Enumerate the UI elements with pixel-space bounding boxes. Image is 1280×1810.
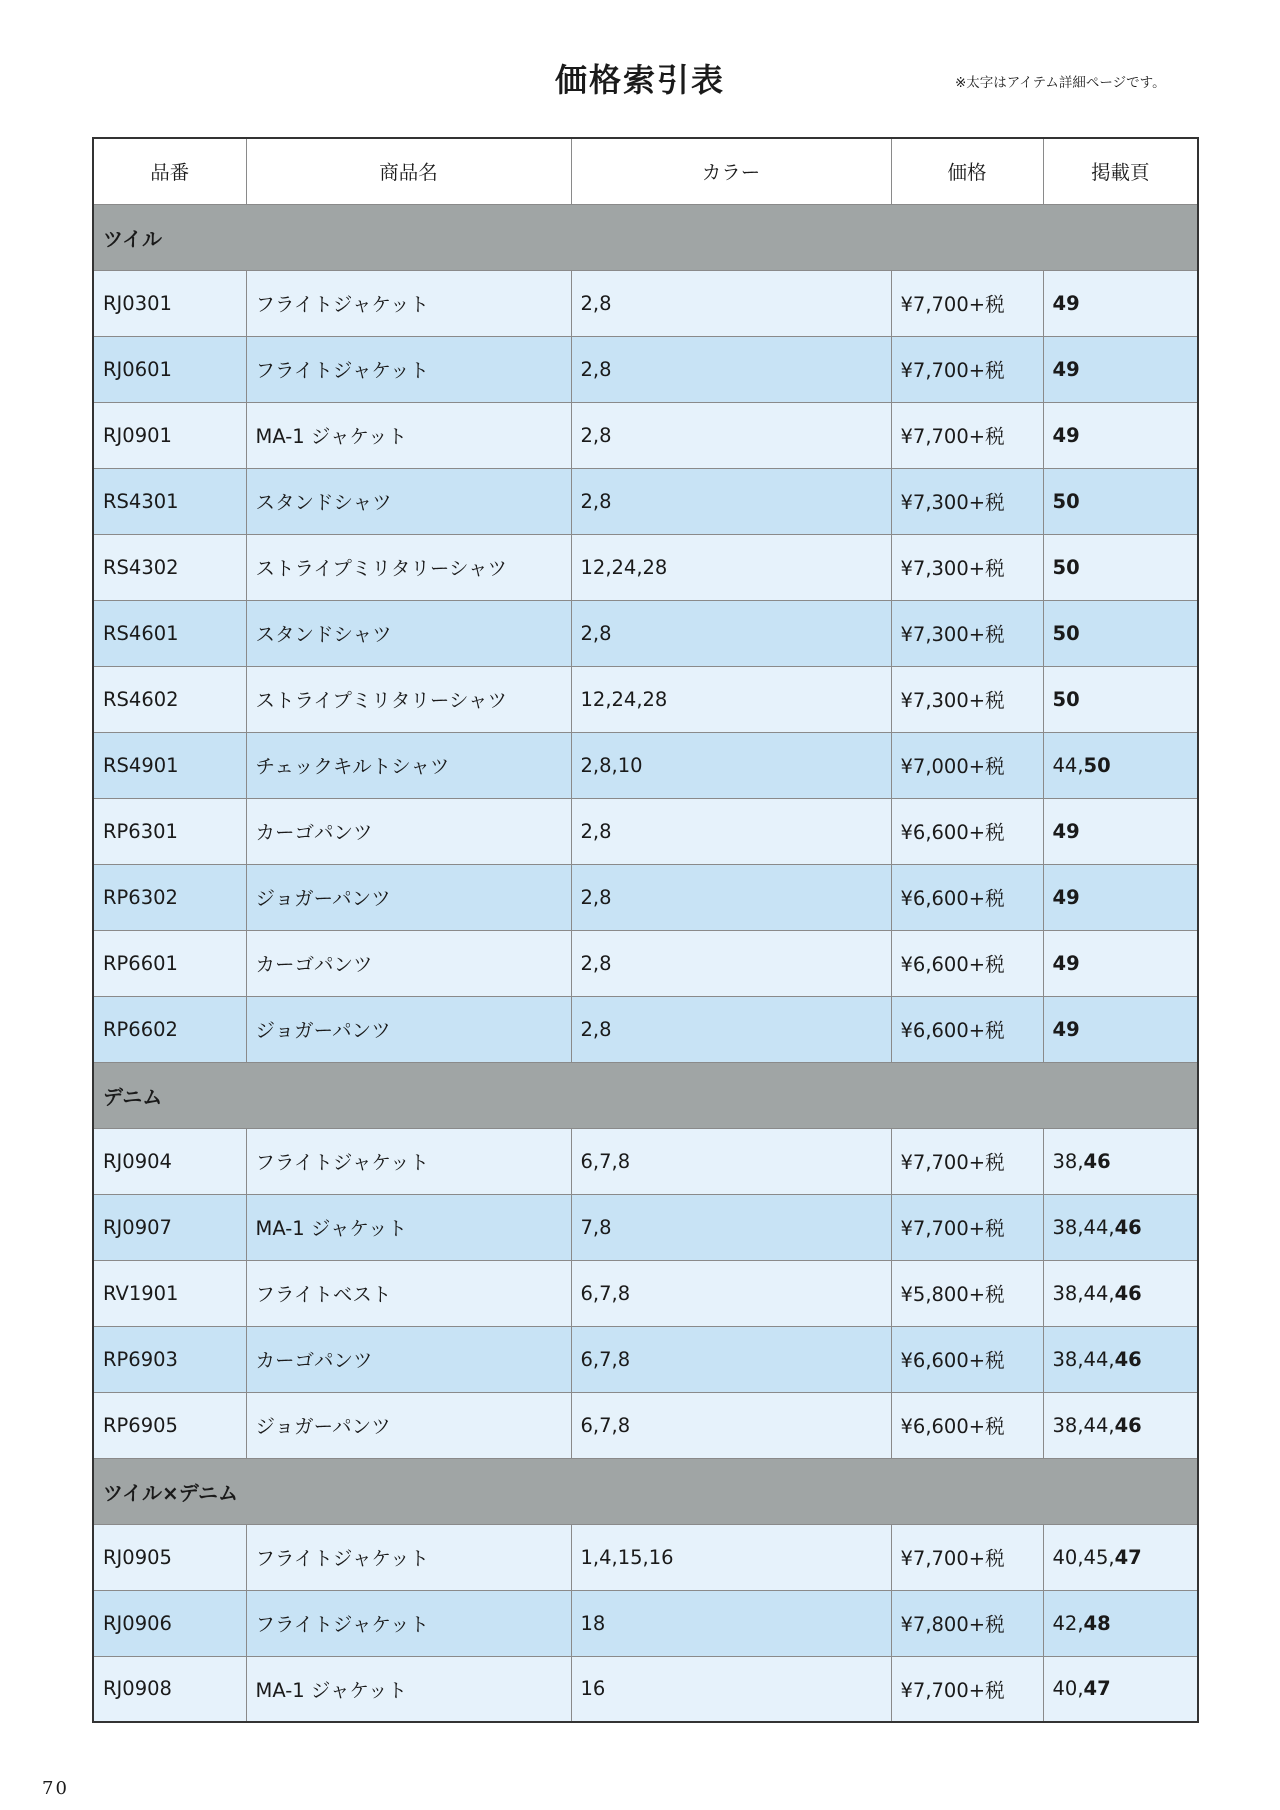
cell-name: ジョガーパンツ [246,996,571,1062]
page-ref: 38 [1052,1149,1078,1173]
header-pages: 掲載頁 [1043,138,1198,204]
cell-color: 2,8 [571,600,891,666]
page-ref-bold: 46 [1114,1347,1142,1371]
cell-price: ¥7,700+税 [891,1128,1043,1194]
cell-price: ¥6,600+税 [891,798,1043,864]
page-title: 価格索引表 [554,61,725,99]
cell-name: フライトジャケット [246,1590,571,1656]
cell-pages [1043,270,1198,336]
cell-pages [1043,600,1198,666]
category-label: デニム [93,1062,1198,1128]
page-ref: 38 [1052,1215,1078,1239]
category-row [93,1458,1198,1524]
table-row [93,1590,1198,1656]
page-ref-bold: 47 [1083,1677,1111,1701]
cell-color: 6,7,8 [571,1260,891,1326]
table-row [93,1392,1198,1458]
cell-name: フライトジャケット [246,336,571,402]
cell-code: RP6903 [93,1326,246,1392]
header-price: 価格 [891,138,1043,204]
page-ref: 38 [1052,1413,1078,1437]
table-row [93,336,1198,402]
cell-pages: 38,46 [1043,1128,1198,1194]
cell-price: ¥7,300+税 [891,600,1043,666]
cell-color: 2,8 [571,930,891,996]
cell-code: RP6905 [93,1392,246,1458]
page-ref-bold: 50 [1052,687,1080,711]
cell-pages: 38,44,46 [1043,1326,1198,1392]
page-ref: 44 [1083,1347,1109,1371]
cell-price: ¥7,700+税 [891,1656,1043,1722]
page-ref-bold: 46 [1083,1149,1111,1173]
page-ref-bold: 50 [1052,621,1080,645]
cell-pages: 40,47 [1043,1656,1198,1722]
page-ref: 45 [1083,1545,1109,1569]
cell-code: RP6602 [93,996,246,1062]
table-row [93,534,1198,600]
cell-code: RP6301 [93,798,246,864]
page-ref-bold: 50 [1083,753,1111,777]
cell-price: ¥7,000+税 [891,732,1043,798]
cell-code: RJ0301 [93,270,246,336]
cell-color: 2,8 [571,402,891,468]
cell-name: ジョガーパンツ [246,1392,571,1458]
page-ref: 44 [1052,753,1078,777]
cell-price: ¥7,700+税 [891,1194,1043,1260]
page-ref: 38 [1052,1347,1078,1371]
cell-code: RP6302 [93,864,246,930]
page-ref-bold: 50 [1052,555,1080,579]
cell-name: カーゴパンツ [246,798,571,864]
cell-price: ¥7,800+税 [891,1590,1043,1656]
cell-code: RJ0901 [93,402,246,468]
table-row [93,1128,1198,1194]
table-row [93,1524,1198,1590]
table-row [93,798,1198,864]
cell-name: スタンドシャツ [246,600,571,666]
cell-code: RS4302 [93,534,246,600]
table-row [93,402,1198,468]
cell-name: フライトジャケット [246,270,571,336]
cell-pages [1043,996,1198,1062]
cell-color: 6,7,8 [571,1326,891,1392]
table-row [93,1194,1198,1260]
cell-color: 7,8 [571,1194,891,1260]
table-row [93,1260,1198,1326]
table-row [93,732,1198,798]
cell-color: 2,8 [571,270,891,336]
cell-pages: 38,44,46 [1043,1392,1198,1458]
cell-color: 18 [571,1590,891,1656]
cell-color: 12,24,28 [571,534,891,600]
cell-pages [1043,402,1198,468]
page-ref-bold: 49 [1052,291,1080,315]
cell-name: MA-1 ジャケット [246,402,571,468]
cell-price: ¥7,700+税 [891,336,1043,402]
table-row [93,1326,1198,1392]
page-ref-bold: 47 [1114,1545,1142,1569]
cell-price: ¥7,700+税 [891,1524,1043,1590]
cell-code: RJ0905 [93,1524,246,1590]
cell-code: RV1901 [93,1260,246,1326]
cell-name: スタンドシャツ [246,468,571,534]
cell-pages [1043,534,1198,600]
bold-note: ※太字はアイテム詳細ページです。 [955,75,1166,91]
cell-color: 2,8 [571,468,891,534]
page-ref-bold: 46 [1114,1281,1142,1305]
page-ref-bold: 46 [1114,1215,1142,1239]
page-ref-bold: 48 [1083,1611,1111,1635]
cell-code: RP6601 [93,930,246,996]
cell-color: 6,7,8 [571,1392,891,1458]
cell-code: RS4301 [93,468,246,534]
cell-pages [1043,336,1198,402]
cell-price: ¥6,600+税 [891,1392,1043,1458]
table-row [93,468,1198,534]
cell-price: ¥6,600+税 [891,864,1043,930]
table-body [93,204,1198,1722]
cell-color: 2,8 [571,864,891,930]
cell-code: RJ0906 [93,1590,246,1656]
cell-name: カーゴパンツ [246,1326,571,1392]
cell-price: ¥7,700+税 [891,270,1043,336]
cell-code: RS4601 [93,600,246,666]
page-ref: 38 [1052,1281,1078,1305]
table-row [93,270,1198,336]
page-ref: 40 [1052,1677,1078,1701]
cell-color: 2,8 [571,798,891,864]
cell-color: 12,24,28 [571,666,891,732]
page-ref: 44 [1083,1281,1109,1305]
table-row [93,930,1198,996]
cell-code: RJ0908 [93,1656,246,1722]
cell-color: 2,8 [571,996,891,1062]
cell-name: ストライプミリタリーシャツ [246,666,571,732]
cell-pages: 42,48 [1043,1590,1198,1656]
page-ref: 40 [1052,1545,1078,1569]
cell-name: フライトジャケット [246,1524,571,1590]
cell-price: ¥7,300+税 [891,666,1043,732]
cell-color: 1,4,15,16 [571,1524,891,1590]
table-row [93,600,1198,666]
cell-code: RJ0904 [93,1128,246,1194]
page-ref: 42 [1052,1611,1078,1635]
price-index-table [92,137,1199,1723]
cell-name: ジョガーパンツ [246,864,571,930]
page-ref-bold: 49 [1052,819,1080,843]
header-name: 商品名 [246,138,571,204]
table-row [93,1656,1198,1722]
cell-pages: 44,50 [1043,732,1198,798]
table-header-row [93,138,1198,204]
cell-name: MA-1 ジャケット [246,1656,571,1722]
cell-color: 2,8 [571,336,891,402]
header-color: カラー [571,138,891,204]
cell-name: フライトジャケット [246,1128,571,1194]
cell-name: ストライプミリタリーシャツ [246,534,571,600]
cell-code: RS4602 [93,666,246,732]
cell-name: フライトベスト [246,1260,571,1326]
category-row [93,1062,1198,1128]
table-row [93,864,1198,930]
cell-pages [1043,864,1198,930]
cell-color: 2,8,10 [571,732,891,798]
category-label: ツイル×デニム [93,1458,1198,1524]
page-ref-bold: 46 [1114,1413,1142,1437]
cell-pages [1043,468,1198,534]
page-ref-bold: 49 [1052,1017,1080,1041]
cell-pages: 40,45,47 [1043,1524,1198,1590]
cell-price: ¥6,600+税 [891,1326,1043,1392]
page-ref-bold: 49 [1052,423,1080,447]
category-label: ツイル [93,204,1198,270]
cell-price: ¥6,600+税 [891,996,1043,1062]
cell-price: ¥7,700+税 [891,402,1043,468]
cell-pages [1043,930,1198,996]
cell-price: ¥5,800+税 [891,1260,1043,1326]
cell-price: ¥7,300+税 [891,468,1043,534]
cell-pages: 38,44,46 [1043,1194,1198,1260]
table-row [93,996,1198,1062]
cell-name: チェックキルトシャツ [246,732,571,798]
header-code: 品番 [93,138,246,204]
cell-name: MA-1 ジャケット [246,1194,571,1260]
page-ref: 44 [1083,1413,1109,1437]
page-ref-bold: 49 [1052,885,1080,909]
page-ref-bold: 49 [1052,357,1080,381]
cell-price: ¥6,600+税 [891,930,1043,996]
cell-code: RS4901 [93,732,246,798]
cell-name: カーゴパンツ [246,930,571,996]
category-row [93,204,1198,270]
cell-code: RJ0601 [93,336,246,402]
cell-color: 16 [571,1656,891,1722]
page-ref-bold: 49 [1052,951,1080,975]
cell-color: 6,7,8 [571,1128,891,1194]
cell-pages: 38,44,46 [1043,1260,1198,1326]
table-row [93,666,1198,732]
cell-price: ¥7,300+税 [891,534,1043,600]
page-ref: 44 [1083,1215,1109,1239]
cell-code: RJ0907 [93,1194,246,1260]
page-ref-bold: 50 [1052,489,1080,513]
cell-pages [1043,798,1198,864]
page-number: 70 [42,1778,69,1799]
cell-pages [1043,666,1198,732]
